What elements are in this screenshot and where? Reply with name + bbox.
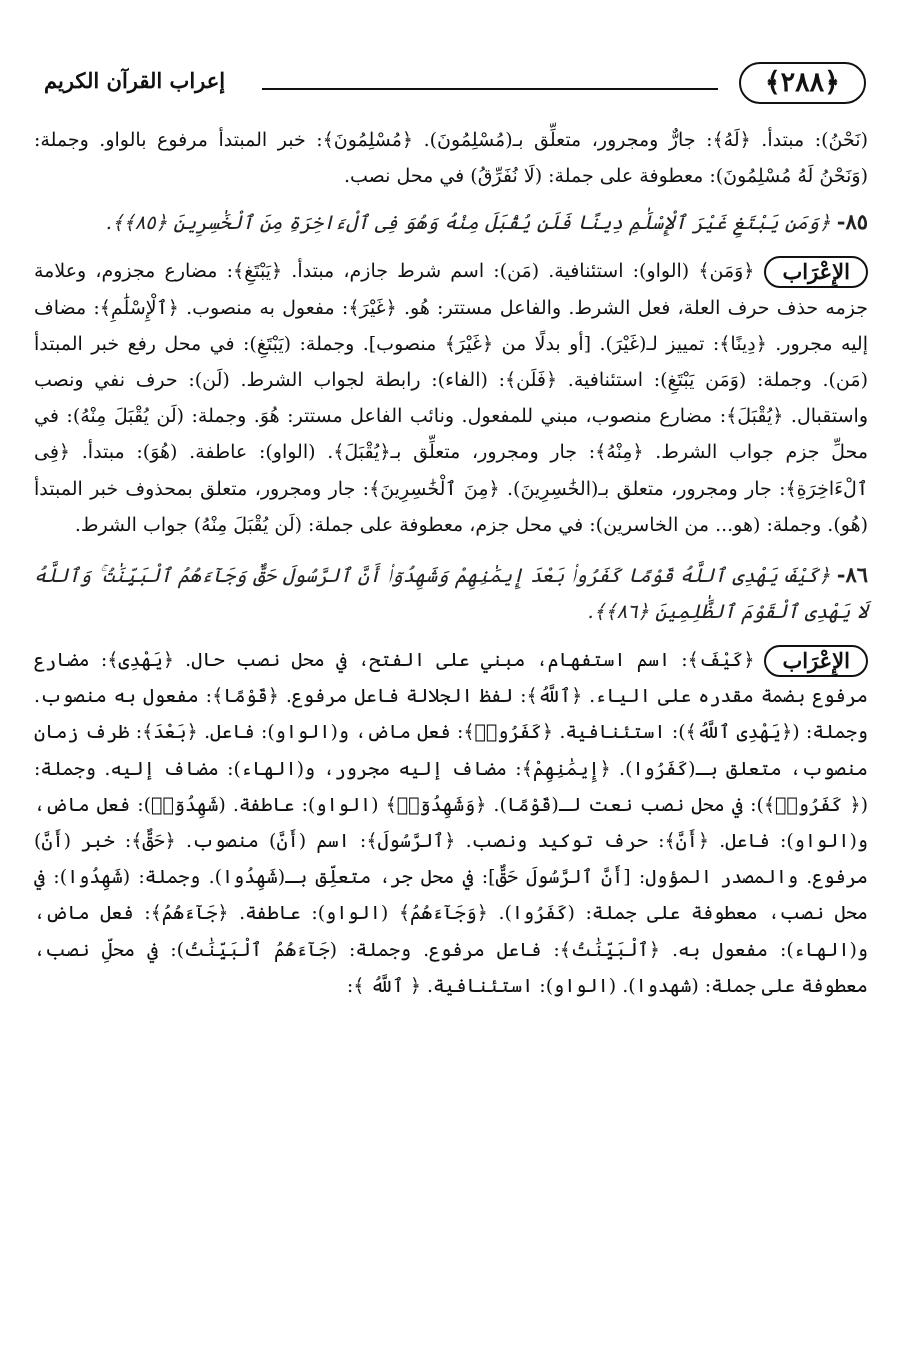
page-body xyxy=(34,122,868,1004)
irab-86 xyxy=(34,642,868,1004)
irab-badge: الإِعْرَاب xyxy=(764,645,868,677)
paragraph-continuation: (نَحْنُ): مبتدأ. ﴿لَهُ﴾: جارٌّ ومجرور، متعلِّق بـ(مُسْلِمُونَ). ﴿مُسْلِمُونَ﴾: خبر المبتدأ مرفوع بالواو. وجملة: (وَنَحْنُ لَهُ مُسْلِمُونَ): معطوفة على جملة: (لَا نُفَرِّقُ) في محل نصب. xyxy=(34,129,868,188)
verse-number: ٨٥- xyxy=(836,209,868,235)
book-title: إعراب القرآن الكريم xyxy=(44,68,226,93)
irab-text: ﴿وَمَن﴾ (الواو): استئنافية. (مَن): اسم شرط جازم، مبتدأ. ﴿يَبْتَغِ﴾: مضارع مجزوم، وعلامة جزمه حذف حرف العلة، فعل الشرط. والفاعل مستتر: هُو. ﴿غَيْرَ﴾: مفعول به منصوب. ﴿ٱلْإِسْلَٰمِ﴾: مضاف إليه مجرور. ﴿دِينًا﴾: تمييز لـ(غَيْرَ). [أو بدلًا من ﴿غَيْرَ﴾ منصوب]. وجملة: (يَبْتَغِ): في محل رفع خبر المبتدأ (مَن). وجملة: (وَمَن يَبْتَغِ): استئنافية. ﴿فَلَن﴾: (الفاء): رابطة لجواب الشرط. (لَن): حرف نفي ونصب واستقبال. ﴿يُقْبَلَ﴾: مضارع منصوب، مبني للمفعول. ونائب الفاعل مستتر: هُوَ. وجملة: (لَن يُقْبَلَ مِنْهُ): في محلِّ جزم جواب الشرط. ﴿مِنْهُ﴾: جار ومجرور، متعلِّق بـ﴿يُقْبَلَ﴾. (الواو): عاطفة. (هُوَ): مبتدأ. ﴿فِى ٱلْءَاخِرَةِ﴾: جار ومجرور، متعلق بـ(الخَٰسِرِينَ). ﴿مِنَ ٱلْخَٰسِرِينَ﴾: جار ومجرور، متعلق بمحذوف خبر المبتدأ (هُو). وجملة: (هو... من الخاسرين): في محل جزم، معطوفة على جملة: (لَن يُقْبَلَ مِنْهُ) جواب الشرط. xyxy=(34,260,868,536)
page-number: ﴿٢٨٨﴾ xyxy=(739,62,866,104)
verse-85 xyxy=(34,204,868,241)
verse-text: ﴿وَمَن يَبْتَغِ غَيْرَ ٱلْإِسْلَٰمِ دِينًا فَلَن يُقْبَلَ مِنْهُ وَهُوَ فِى ٱلْءَاخِرَةِ مِنَ ٱلْخَٰسِرِينَ ﴿٨٥﴾﴾. xyxy=(105,211,831,235)
verse-number: ٨٦- xyxy=(836,562,868,588)
irab-85 xyxy=(34,253,868,543)
header-rule xyxy=(262,88,718,90)
irab-badge: الإِعْرَاب xyxy=(764,256,868,288)
spacer xyxy=(34,543,868,547)
irab-text: ﴿كَيْفَ﴾: اسم استفهام، مبني على الفتح، في محل نصب حال. ﴿يَهْدِى﴾: مضارع مرفوع بضمة مقدره على الياء. ﴿ٱللَّهُ﴾: لفظ الجلالة فاعل مرفوع. ﴿قَوْمًا﴾: مفعول به منصوب. وجملة: (﴿يَهْدِى ٱللَّهُ﴾): استئنافية. ﴿كَفَرُوا۟﴾: فعل ماض، و(الواو): فاعل. ﴿بَعْدَ﴾: ظرف زمان منصوب، متعلق بـ(كَفَرُوا). ﴿إِيمَٰنِهِمْ﴾: مضاف إليه مجرور، و(الهاء): مضاف إليه. وجملة: (﴿ كَفَرُوا۟﴾): في محل نصب نعت لـ(قَوْمًا). ﴿وَشَهِدُوٓا۟﴾ (الواو): عاطفة. (شَهِدُوٓا۟): فعل ماض، و(الواو): فاعل. ﴿أَنَّ﴾: حرف توكيد ونصب. ﴿ٱلرَّسُولَ﴾: اسم (أَنَّ) منصوب. ﴿حَقٌّ﴾: خبر (أَنَّ) مرفوع. والمصدر المؤول: [أَنَّ ٱلرَّسُولَ حَقٌّ]: في محل جر، متعلِّق بـ(شَهِدُوا). وجملة: (شَهِدُوا): في محل نصب، معطوفة على جملة: (كَفَرُوا). ﴿وَجَآءَهُمُ﴾ (الواو): عاطفة. ﴿جَآءَهُمُ﴾: فعل ماض، و(الهاء): مفعول به. ﴿ٱلْبَيِّنَٰتُ﴾: فاعل مرفوع. وجملة: (جَآءَهُمُ ٱلْبَيِّنَٰتُ): في محلِّ نصب، معطوفة على جملة: (شهدوا). (الواو): استئنافية. ﴿ ٱللَّهُ ﴾: xyxy=(34,649,868,997)
page-header xyxy=(44,62,866,106)
verse-text: ﴿كَيْفَ يَهْدِى ٱللَّهُ قَوْمًا كَفَرُوا۟ بَعْدَ إِيمَٰنِهِمْ وَشَهِدُوٓا۟ أَنَّ ٱلرَّسُولَ حَقٌّ وَجَآءَهُمُ ٱلْبَيِّنَٰتُ ۚ وَٱللَّهُ لَا يَهْدِى ٱلْقَوْمَ ٱلظَّٰلِمِينَ ﴿٨٦﴾﴾. xyxy=(34,564,868,624)
verse-86 xyxy=(34,557,868,630)
